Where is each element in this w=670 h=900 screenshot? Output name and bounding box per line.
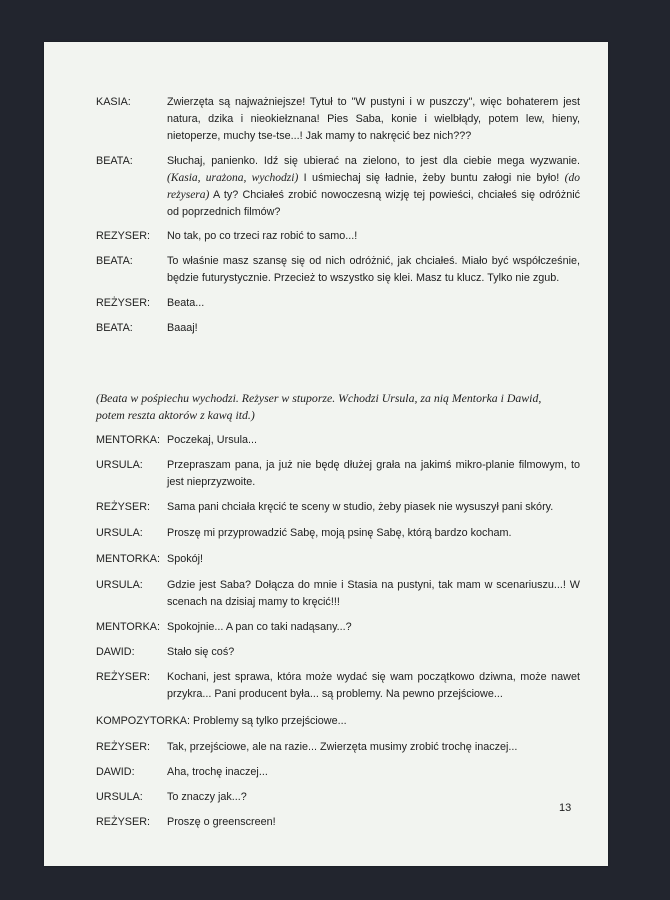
dialogue-text: Zwierzęta są najważniejsze! Tytuł to "W pustyni i w puszczy", więc bohaterem jest natura, dzika i nieokiełznana! Pies Saba, konie i wielbłądy, potem lew, hieny, nietoperze, muchy tse-tse...! Jak mamy to nakręcić bez nich??? (167, 96, 580, 142)
speaker-name: BEATA: (96, 155, 133, 167)
dialogue-block (96, 619, 580, 636)
dialogue-text: To znaczy jak...? (167, 791, 247, 803)
dialogue-text: Słuchaj, panienko. Idź się ubierać na zielono, to jest dla ciebie mega wyzwanie. (167, 155, 580, 167)
dialogue-block (96, 644, 580, 661)
dialogue-line (167, 669, 580, 703)
dialogue-block (96, 669, 580, 703)
dialogue-line (167, 619, 580, 636)
dialogue-block (96, 499, 580, 516)
dialogue-text: No tak, po co trzeci raz robić to samo...! (167, 230, 358, 242)
dialogue-block (96, 153, 580, 221)
dialogue-line (167, 253, 580, 287)
page-sheet (44, 42, 608, 866)
page-number: 13 (559, 802, 572, 814)
dialogue-block (96, 551, 580, 568)
dialogue-line (167, 525, 580, 542)
speaker-name: KASIA: (96, 96, 131, 108)
dialogue-text: Proszę mi przyprowadzić Sabę, moją psinę Sabę, którą bardzo kocham. (167, 527, 512, 539)
dialogue-text: Kochani, jest sprawa, która może wydać się wam początkowo dziwna, może nawet przykra... Pani producent była... są problemy. Na pewno przejściowe... (167, 671, 580, 700)
dialogue-line (167, 432, 580, 449)
dialogue-block (96, 713, 580, 730)
dialogue-text: Gdzie jest Saba? Dołącza do mnie i Stasia na pustyni, tak mam w scenariuszu...! W scenach na dzisiaj mamy to kręcić!!! (167, 579, 580, 608)
dialogue-line (167, 644, 580, 661)
dialogue-block (96, 457, 580, 491)
speaker-name: URSULA: (96, 459, 143, 471)
script-body-continued (96, 432, 580, 831)
dialogue-text: Spokojnie... A pan co taki nadąsany...? (167, 621, 352, 633)
speaker-name: REŻYSER: (96, 671, 150, 683)
script-body (96, 94, 580, 337)
dialogue-block (96, 295, 580, 312)
dialogue-line (167, 789, 580, 806)
dialogue-line (167, 499, 580, 516)
dialogue-text: Problemy są tylko przejściowe... (193, 715, 347, 727)
dialogue-line (167, 153, 580, 221)
dialogue-block (96, 764, 580, 781)
speaker-name: REŻYSER: (96, 741, 150, 753)
dialogue-text: Proszę o greenscreen! (167, 816, 276, 828)
dialogue-block (96, 94, 580, 145)
dialogue-text: I uśmiechaj się ładnie, żeby buntu załogi nie było! (298, 172, 565, 184)
stage-direction-inline: (Kasia, urażona, wychodzi) (167, 172, 299, 184)
dialogue-block (96, 432, 580, 449)
dialogue-text: To właśnie masz szansę się od nich odróżnić, jak chciałeś. Miało być współcześnie, będzie futurystycznie. Przecież to wszystko się klei. Masz tu klucz. Tylko nie zgub. (167, 255, 580, 284)
speaker-name: URSULA: (96, 791, 143, 803)
speaker-name: URSULA: (96, 579, 143, 591)
dialogue-line (167, 764, 580, 781)
dialogue-line (167, 739, 580, 756)
dialogue-line (167, 551, 580, 568)
dialogue-line (167, 295, 580, 312)
dialogue-block (96, 320, 580, 337)
dialogue-line (167, 577, 580, 611)
dialogue-text: Stało się coś? (167, 646, 235, 658)
dialogue-line (167, 228, 580, 245)
speaker-name: REZYSER: (96, 230, 150, 242)
speaker-name: REŻYSER: (96, 297, 150, 309)
dialogue-text: Sama pani chciała kręcić te sceny w studio, żeby piasek nie wysuszył pani skóry. (167, 501, 554, 513)
dialogue-text: A ty? Chciałeś zrobić nowoczesną wizję tej powieści, chciałeś się odróżnić od poprzednich filmów? (167, 189, 580, 218)
dialogue-block (96, 525, 580, 542)
dialogue-text: Baaaj! (167, 322, 198, 334)
stage-direction: (Beata w pośpiechu wychodzi. Reżyser w stuporze. Wchodzi Ursula, za nią Mentorka i Dawid, potem reszta aktorów z kawą itd.) (96, 391, 542, 422)
dialogue-text: Spokój! (167, 553, 204, 565)
dialogue-text: Tak, przejściowe, ale na razie... Zwierzęta musimy zrobić trochę inaczej... (167, 741, 518, 753)
speaker-name: BEATA: (96, 255, 133, 267)
dialogue-block (96, 253, 580, 287)
speaker-name: KOMPOZYTORKA: (96, 715, 190, 727)
speaker-name: REŻYSER: (96, 501, 150, 513)
speaker-name: MENTORKA: (96, 434, 160, 446)
dialogue-block (96, 577, 580, 611)
dialogue-text: Beata... (167, 297, 205, 309)
dialogue-line (167, 457, 580, 491)
dialogue-line (167, 814, 580, 831)
speaker-name: DAWID: (96, 766, 135, 778)
speaker-name: REŻYSER: (96, 816, 150, 828)
dialogue-text: Przepraszam pana, ja już nie będę dłużej grała na jakimś mikro-planie filmowym, to jest nieprzyzwoite. (167, 459, 580, 488)
dialogue-text: Aha, trochę inaczej... (167, 766, 268, 778)
stage-direction-inline: (do reżysera) (167, 172, 580, 201)
dialogue-block (96, 814, 580, 831)
speaker-name: DAWID: (96, 646, 135, 658)
dialogue-block (96, 739, 580, 756)
speaker-name: URSULA: (96, 527, 143, 539)
speaker-name: MENTORKA: (96, 621, 160, 633)
dialogue-line (167, 320, 580, 337)
dialogue-line (167, 94, 580, 145)
dialogue-block (96, 228, 580, 245)
dialogue-block (96, 789, 580, 806)
dialogue-text: Poczekaj, Ursula... (167, 434, 258, 446)
speaker-name: BEATA: (96, 322, 133, 334)
speaker-name: MENTORKA: (96, 553, 160, 565)
